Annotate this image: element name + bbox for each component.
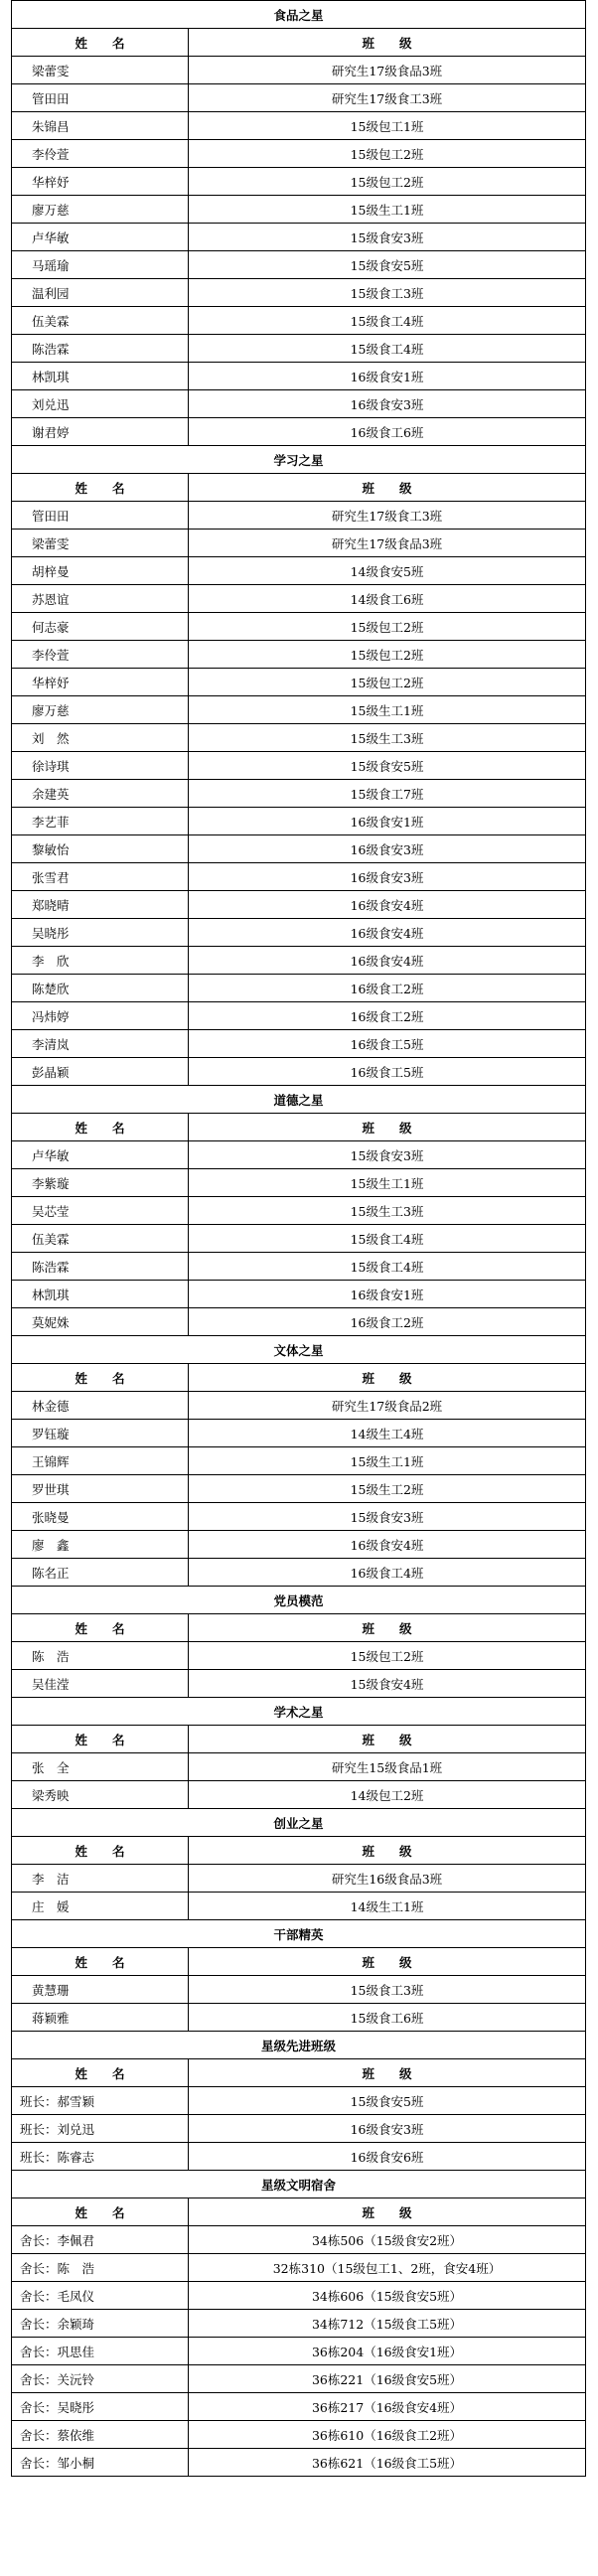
class-cell: 14级包工2班 [189, 1781, 586, 1809]
class-column-header: 班 级 [189, 1614, 586, 1642]
class-cell: 34栋712（15级食工5班） [189, 2310, 586, 2338]
name-cell: 舍长：李佩君 [12, 2226, 189, 2254]
section-title: 食品之星 [12, 1, 586, 29]
name-cell: 温利园 [12, 279, 189, 307]
name-column-header: 姓 名 [12, 1726, 189, 1753]
class-cell: 15级生工3班 [189, 724, 586, 752]
name-cell: 舍长：毛凤仪 [12, 2282, 189, 2310]
name-cell: 班长：刘兑迅 [12, 2115, 189, 2143]
class-cell: 15级生工1班 [189, 1447, 586, 1475]
column-header-row [12, 1614, 586, 1642]
table-row [12, 140, 586, 168]
class-cell: 15级生工1班 [189, 696, 586, 724]
class-cell: 15级生工1班 [189, 1169, 586, 1197]
class-cell: 研究生16级食品3班 [189, 1865, 586, 1893]
name-cell: 吴芯莹 [12, 1197, 189, 1225]
name-cell: 林凯琪 [12, 1281, 189, 1308]
class-cell: 15级包工2班 [189, 669, 586, 696]
name-cell: 舍长：邹小桐 [12, 2449, 189, 2477]
class-cell: 14级生工4班 [189, 1420, 586, 1447]
name-cell: 林凯琪 [12, 363, 189, 390]
table-row [12, 168, 586, 196]
name-cell: 王锦辉 [12, 1447, 189, 1475]
section-title-row [12, 1920, 586, 1948]
name-cell: 马瑶瑜 [12, 251, 189, 279]
class-cell: 研究生17级食工3班 [189, 84, 586, 112]
table-row [12, 84, 586, 112]
class-cell: 36栋221（16级食安5班） [189, 2365, 586, 2393]
class-cell: 14级食工6班 [189, 585, 586, 613]
table-row [12, 335, 586, 363]
name-column-header: 姓 名 [12, 474, 189, 502]
class-cell: 15级食安3班 [189, 1503, 586, 1531]
column-header-row [12, 2198, 586, 2226]
section-title: 星级先进班级 [12, 2032, 586, 2059]
table-row [12, 919, 586, 947]
table-row [12, 2143, 586, 2171]
name-column-header: 姓 名 [12, 2198, 189, 2226]
table-row [12, 1392, 586, 1420]
name-cell: 张晓曼 [12, 1503, 189, 1531]
class-cell: 研究生17级食品2班 [189, 1392, 586, 1420]
section-title-row [12, 1698, 586, 1726]
table-row [12, 1002, 586, 1030]
table-row [12, 1531, 586, 1559]
class-cell: 16级食安1班 [189, 808, 586, 835]
table-row [12, 947, 586, 975]
name-cell: 何志豪 [12, 613, 189, 641]
name-cell: 廖 鑫 [12, 1531, 189, 1559]
table-row [12, 613, 586, 641]
class-column-header: 班 级 [189, 474, 586, 502]
table-row [12, 2365, 586, 2393]
table-row [12, 780, 586, 808]
table-row [12, 224, 586, 251]
name-cell: 李伶萱 [12, 641, 189, 669]
class-cell: 36栋204（16级食安1班） [189, 2338, 586, 2365]
table-row [12, 1197, 586, 1225]
class-cell: 16级食安4班 [189, 1531, 586, 1559]
table-row [12, 530, 586, 557]
column-header-row [12, 29, 586, 57]
class-cell: 15级食工4班 [189, 1225, 586, 1253]
class-cell: 15级包工2班 [189, 140, 586, 168]
name-cell: 罗钰璇 [12, 1420, 189, 1447]
table-row [12, 1753, 586, 1781]
class-cell: 15级食工3班 [189, 1976, 586, 2004]
section-title-row [12, 1086, 586, 1114]
name-cell: 李紫璇 [12, 1169, 189, 1197]
name-cell: 华梓妤 [12, 669, 189, 696]
name-cell: 廖万慈 [12, 696, 189, 724]
table-row [12, 2310, 586, 2338]
table-row [12, 891, 586, 919]
section-title-row [12, 2171, 586, 2198]
name-cell: 伍美霖 [12, 307, 189, 335]
name-cell: 卢华敏 [12, 1141, 189, 1169]
name-cell: 陈浩霖 [12, 1253, 189, 1281]
class-cell: 36栋621（16级食工5班） [189, 2449, 586, 2477]
table-row [12, 251, 586, 279]
name-cell: 朱锦昌 [12, 112, 189, 140]
table-row [12, 1781, 586, 1809]
class-column-header: 班 级 [189, 2198, 586, 2226]
name-cell: 陈楚欣 [12, 975, 189, 1002]
table-row [12, 1281, 586, 1308]
column-header-row [12, 1948, 586, 1976]
class-column-header: 班 级 [189, 2059, 586, 2087]
name-cell: 冯炜婷 [12, 1002, 189, 1030]
section-title-row [12, 446, 586, 474]
table-row [12, 1420, 586, 1447]
name-cell: 李伶萱 [12, 140, 189, 168]
class-cell: 36栋610（16级食工2班） [189, 2421, 586, 2449]
table-row [12, 2393, 586, 2421]
name-column-header: 姓 名 [12, 1948, 189, 1976]
column-header-row [12, 2059, 586, 2087]
table-row [12, 975, 586, 1002]
table-row [12, 1058, 586, 1086]
table-row [12, 1030, 586, 1058]
name-cell: 蒋颖雅 [12, 2004, 189, 2032]
class-cell: 15级食安5班 [189, 2087, 586, 2115]
name-column-header: 姓 名 [12, 1837, 189, 1865]
class-cell: 16级食安1班 [189, 1281, 586, 1308]
class-cell: 研究生17级食品3班 [189, 57, 586, 84]
class-cell: 32栋310（15级包工1、2班，食安4班） [189, 2254, 586, 2282]
class-cell: 16级食工2班 [189, 1308, 586, 1336]
class-cell: 15级食工6班 [189, 2004, 586, 2032]
section-title: 道德之星 [12, 1086, 586, 1114]
name-cell: 陈浩霖 [12, 335, 189, 363]
table-row [12, 808, 586, 835]
table-row [12, 1169, 586, 1197]
class-cell: 16级食安4班 [189, 891, 586, 919]
table-row [12, 2421, 586, 2449]
awards-table-body [12, 1, 586, 2477]
table-row [12, 1559, 586, 1587]
class-cell: 16级食工5班 [189, 1030, 586, 1058]
class-cell: 16级食工2班 [189, 1002, 586, 1030]
table-row [12, 557, 586, 585]
table-row [12, 390, 586, 418]
name-cell: 张 全 [12, 1753, 189, 1781]
class-cell: 16级食安4班 [189, 947, 586, 975]
table-row [12, 2087, 586, 2115]
table-row [12, 57, 586, 84]
name-cell: 梁蕾雯 [12, 57, 189, 84]
section-title: 党员模范 [12, 1587, 586, 1614]
class-cell: 16级食安3班 [189, 835, 586, 863]
name-cell: 庄 媛 [12, 1893, 189, 1920]
table-row [12, 363, 586, 390]
table-row [12, 2254, 586, 2282]
name-cell: 李艺菲 [12, 808, 189, 835]
name-column-header: 姓 名 [12, 1114, 189, 1141]
name-cell: 谢君婷 [12, 418, 189, 446]
class-cell: 16级食安3班 [189, 390, 586, 418]
name-cell: 黄慧珊 [12, 1976, 189, 2004]
table-row [12, 2282, 586, 2310]
table-row [12, 1642, 586, 1670]
class-cell: 14级食安5班 [189, 557, 586, 585]
class-cell: 研究生17级食品3班 [189, 530, 586, 557]
class-cell: 16级食安3班 [189, 863, 586, 891]
section-title-row [12, 1, 586, 29]
class-column-header: 班 级 [189, 1114, 586, 1141]
column-header-row [12, 1726, 586, 1753]
section-title: 文体之星 [12, 1336, 586, 1364]
name-cell: 吴晓彤 [12, 919, 189, 947]
name-column-header: 姓 名 [12, 2059, 189, 2087]
class-cell: 16级食安3班 [189, 2115, 586, 2143]
class-cell: 16级食工2班 [189, 975, 586, 1002]
name-cell: 罗世琪 [12, 1475, 189, 1503]
table-row [12, 2115, 586, 2143]
name-cell: 吴佳滢 [12, 1670, 189, 1698]
class-cell: 16级食工4班 [189, 1559, 586, 1587]
section-title: 星级文明宿舍 [12, 2171, 586, 2198]
name-cell: 胡梓曼 [12, 557, 189, 585]
table-row [12, 669, 586, 696]
class-column-header: 班 级 [189, 29, 586, 57]
name-cell: 卢华敏 [12, 224, 189, 251]
table-row [12, 752, 586, 780]
class-cell: 15级食工4班 [189, 1253, 586, 1281]
name-cell: 刘兑迅 [12, 390, 189, 418]
name-cell: 苏恩谊 [12, 585, 189, 613]
class-cell: 15级食工7班 [189, 780, 586, 808]
class-cell: 15级生工1班 [189, 196, 586, 224]
name-cell: 黎敏怡 [12, 835, 189, 863]
class-cell: 15级食工3班 [189, 279, 586, 307]
section-title-row [12, 1336, 586, 1364]
class-cell: 16级食安1班 [189, 363, 586, 390]
class-cell: 研究生15级食品1班 [189, 1753, 586, 1781]
class-cell: 15级包工2班 [189, 1642, 586, 1670]
name-cell: 李清岚 [12, 1030, 189, 1058]
name-column-header: 姓 名 [12, 1364, 189, 1392]
table-row [12, 2338, 586, 2365]
name-cell: 华梓妤 [12, 168, 189, 196]
table-row [12, 112, 586, 140]
class-cell: 14级生工1班 [189, 1893, 586, 1920]
name-cell: 陈名正 [12, 1559, 189, 1587]
table-row [12, 1670, 586, 1698]
name-cell: 莫妮姝 [12, 1308, 189, 1336]
table-row [12, 696, 586, 724]
name-cell: 刘 然 [12, 724, 189, 752]
name-cell: 李 欣 [12, 947, 189, 975]
class-cell: 15级食工4班 [189, 307, 586, 335]
name-cell: 班长：陈睿志 [12, 2143, 189, 2171]
table-row [12, 502, 586, 530]
name-cell: 徐诗琪 [12, 752, 189, 780]
class-cell: 34栋606（15级食安5班） [189, 2282, 586, 2310]
table-row [12, 1503, 586, 1531]
class-cell: 16级食工6班 [189, 418, 586, 446]
table-row [12, 307, 586, 335]
table-row [12, 279, 586, 307]
name-cell: 舍长：巩思佳 [12, 2338, 189, 2365]
table-row [12, 1141, 586, 1169]
class-cell: 15级食安5班 [189, 752, 586, 780]
class-column-header: 班 级 [189, 1837, 586, 1865]
table-row [12, 1225, 586, 1253]
name-cell: 班长：郝雪颖 [12, 2087, 189, 2115]
class-column-header: 班 级 [189, 1364, 586, 1392]
name-cell: 舍长：余颖琦 [12, 2310, 189, 2338]
section-title: 创业之星 [12, 1809, 586, 1837]
table-row [12, 835, 586, 863]
name-cell: 郑晓晴 [12, 891, 189, 919]
column-header-row [12, 1837, 586, 1865]
class-cell: 16级食安4班 [189, 919, 586, 947]
name-cell: 林金德 [12, 1392, 189, 1420]
awards-table [11, 0, 586, 2477]
name-column-header: 姓 名 [12, 29, 189, 57]
class-cell: 15级食安5班 [189, 251, 586, 279]
table-row [12, 1475, 586, 1503]
table-row [12, 196, 586, 224]
name-cell: 余建英 [12, 780, 189, 808]
table-row [12, 418, 586, 446]
table-row [12, 1447, 586, 1475]
class-cell: 15级食安3班 [189, 1141, 586, 1169]
section-title: 学术之星 [12, 1698, 586, 1726]
column-header-row [12, 1364, 586, 1392]
section-title-row [12, 1587, 586, 1614]
table-row [12, 724, 586, 752]
name-cell: 管田田 [12, 84, 189, 112]
table-row [12, 2449, 586, 2477]
name-cell: 舍长：陈 浩 [12, 2254, 189, 2282]
section-title-row [12, 1809, 586, 1837]
table-row [12, 1893, 586, 1920]
name-cell: 彭晶颖 [12, 1058, 189, 1086]
name-column-header: 姓 名 [12, 1614, 189, 1642]
name-cell: 李 洁 [12, 1865, 189, 1893]
class-cell: 15级包工2班 [189, 613, 586, 641]
table-row [12, 1976, 586, 2004]
table-row [12, 1308, 586, 1336]
name-cell: 舍长：蔡依维 [12, 2421, 189, 2449]
table-row [12, 2004, 586, 2032]
name-cell: 廖万慈 [12, 196, 189, 224]
class-cell: 15级包工1班 [189, 112, 586, 140]
class-cell: 15级生工2班 [189, 1475, 586, 1503]
table-row [12, 641, 586, 669]
name-cell: 舍长：吴晓彤 [12, 2393, 189, 2421]
class-cell: 15级包工2班 [189, 641, 586, 669]
name-cell: 陈 浩 [12, 1642, 189, 1670]
class-cell: 16级食工5班 [189, 1058, 586, 1086]
name-cell: 伍美霖 [12, 1225, 189, 1253]
column-header-row [12, 474, 586, 502]
class-cell: 15级食安3班 [189, 224, 586, 251]
table-row [12, 863, 586, 891]
column-header-row [12, 1114, 586, 1141]
section-title: 学习之星 [12, 446, 586, 474]
class-cell: 15级食安4班 [189, 1670, 586, 1698]
class-cell: 16级食安6班 [189, 2143, 586, 2171]
class-cell: 34栋506（15级食安2班） [189, 2226, 586, 2254]
class-cell: 15级包工2班 [189, 168, 586, 196]
name-cell: 梁秀映 [12, 1781, 189, 1809]
name-cell: 管田田 [12, 502, 189, 530]
section-title-row [12, 2032, 586, 2059]
name-cell: 舍长：关沅铃 [12, 2365, 189, 2393]
table-row [12, 585, 586, 613]
class-cell: 研究生17级食工3班 [189, 502, 586, 530]
class-cell: 15级生工3班 [189, 1197, 586, 1225]
table-row [12, 2226, 586, 2254]
class-cell: 36栋217（16级食安4班） [189, 2393, 586, 2421]
table-row [12, 1865, 586, 1893]
section-title: 干部精英 [12, 1920, 586, 1948]
class-cell: 15级食工4班 [189, 335, 586, 363]
table-row [12, 1253, 586, 1281]
name-cell: 梁蕾雯 [12, 530, 189, 557]
class-column-header: 班 级 [189, 1948, 586, 1976]
name-cell: 张雪君 [12, 863, 189, 891]
class-column-header: 班 级 [189, 1726, 586, 1753]
